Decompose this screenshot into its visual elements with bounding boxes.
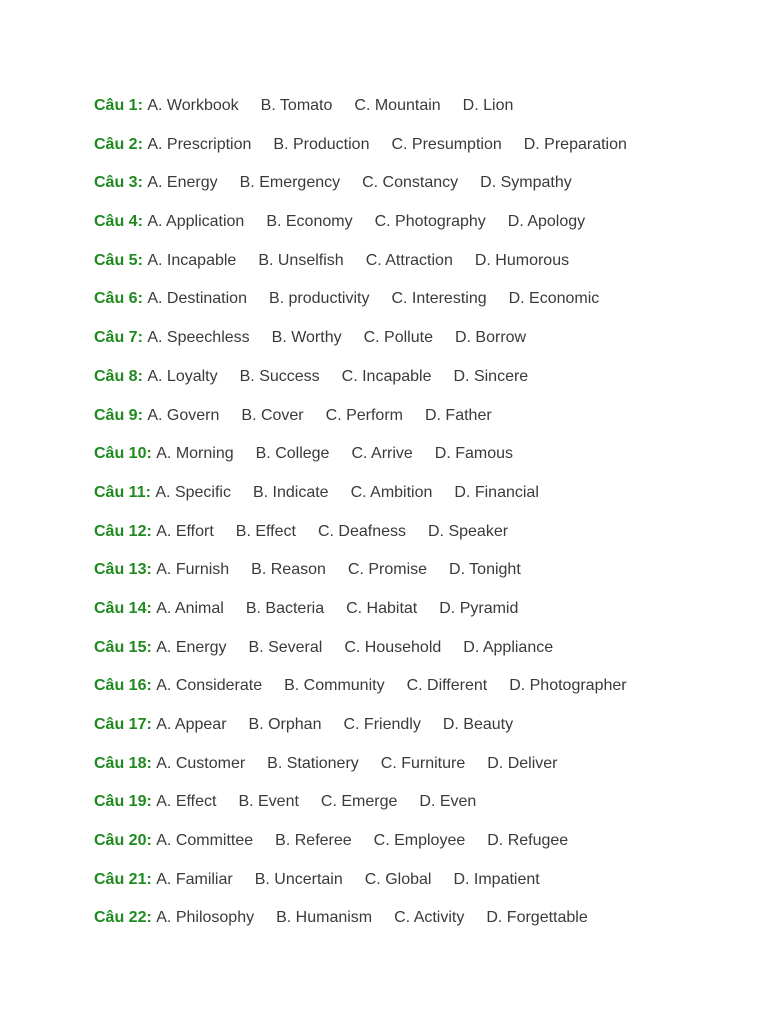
question-row bbox=[94, 673, 627, 712]
answer-option: D. Impatient bbox=[453, 870, 540, 888]
answer-option: D. Financial bbox=[454, 483, 539, 501]
answer-option: C. Attraction bbox=[365, 251, 453, 269]
answer-option: A. Effect bbox=[156, 793, 217, 811]
answer-option: D. Even bbox=[419, 793, 477, 811]
answer-option: A. Govern bbox=[147, 406, 220, 424]
question-label: Câu 10: bbox=[94, 445, 152, 463]
answer-option: B. Unselfish bbox=[258, 251, 344, 269]
answer-option: A. Morning bbox=[156, 445, 234, 463]
question-row bbox=[94, 712, 627, 751]
question-list bbox=[94, 93, 627, 944]
answer-option: C. Deafness bbox=[317, 522, 406, 540]
answer-option: B. Cover bbox=[241, 406, 304, 424]
answer-option: A. Energy bbox=[147, 174, 218, 192]
answer-option: C. Constancy bbox=[362, 174, 459, 192]
question-row bbox=[94, 789, 627, 828]
answer-option: A. Application bbox=[147, 213, 245, 231]
question-label: Câu 13: bbox=[94, 561, 152, 579]
answer-option: D. Preparation bbox=[523, 135, 627, 153]
answer-option: A. Prescription bbox=[147, 135, 252, 153]
question-row bbox=[94, 635, 627, 674]
answer-option: D. Humorous bbox=[474, 251, 570, 269]
question-row bbox=[94, 132, 627, 171]
answer-option: C. Friendly bbox=[343, 716, 421, 733]
answer-option: A. Energy bbox=[156, 638, 227, 656]
question-label: Câu 18: bbox=[94, 754, 152, 772]
answer-option: C. Emerge bbox=[320, 793, 398, 811]
answer-option: D. Economic bbox=[508, 290, 600, 308]
answer-option: A. Customer bbox=[156, 754, 246, 772]
question-row bbox=[94, 867, 627, 906]
question-row bbox=[94, 519, 627, 558]
answer-option: C. Activity bbox=[394, 909, 465, 927]
answer-option: C. Pollute bbox=[363, 329, 433, 347]
answer-option: B. Humanism bbox=[276, 909, 373, 927]
question-row bbox=[94, 403, 627, 442]
answer-option: A. Considerate bbox=[156, 677, 263, 695]
question-label: Câu 3: bbox=[94, 174, 143, 192]
answer-option: D. Famous bbox=[434, 445, 514, 463]
question-label: Câu 19: bbox=[94, 793, 152, 811]
question-label: Câu 20: bbox=[94, 832, 152, 850]
answer-option: B. Uncertain bbox=[254, 870, 343, 888]
question-label: Câu 9: bbox=[94, 406, 143, 424]
answer-option: C. Incapable bbox=[341, 367, 432, 385]
answer-option: D. Sincere bbox=[453, 367, 529, 385]
answer-option: B. productivity bbox=[268, 290, 370, 308]
answer-option: B. Reason bbox=[251, 561, 326, 579]
question-row bbox=[94, 248, 627, 287]
answer-option: D. Speaker bbox=[428, 522, 509, 540]
question-label: Câu 11: bbox=[94, 483, 151, 501]
question-row bbox=[94, 441, 627, 480]
question-label: Câu 15: bbox=[94, 638, 152, 656]
answer-option: D. Beauty bbox=[442, 716, 514, 733]
answer-option: B. Economy bbox=[266, 213, 353, 231]
answer-option: D. Appliance bbox=[463, 638, 554, 656]
question-label: Câu 4: bbox=[94, 213, 143, 231]
answer-option: A. Philosophy bbox=[156, 909, 255, 927]
answer-option: C. Furniture bbox=[380, 754, 466, 772]
question-label: Câu 5: bbox=[94, 251, 143, 269]
answer-option: D. Lion bbox=[462, 97, 514, 114]
answer-option: B. College bbox=[255, 445, 330, 463]
question-row bbox=[94, 364, 627, 403]
answer-option: B. Tomato bbox=[260, 97, 333, 114]
answer-option: C. Presumption bbox=[391, 135, 502, 153]
answer-option: A. Animal bbox=[156, 599, 224, 617]
answer-option: B. Production bbox=[273, 135, 370, 153]
answer-option: B. Stationery bbox=[267, 754, 359, 772]
answer-option: C. Habitat bbox=[346, 599, 418, 617]
answer-option: B. Worthy bbox=[271, 329, 342, 347]
answer-option: C. Household bbox=[344, 638, 442, 656]
answer-option: C. Employee bbox=[373, 832, 466, 850]
answer-option: C. Ambition bbox=[350, 483, 433, 501]
answer-option: A. Workbook bbox=[147, 97, 239, 114]
answer-option: C. Photography bbox=[374, 213, 486, 231]
answer-option: A. Destination bbox=[147, 290, 247, 308]
answer-option: D. Deliver bbox=[487, 754, 558, 772]
answer-option: C. Promise bbox=[347, 561, 428, 579]
question-label: Câu 8: bbox=[94, 367, 143, 385]
answer-option: B. Event bbox=[238, 793, 299, 811]
question-label: Câu 1: bbox=[94, 97, 143, 114]
answer-option: B. Indicate bbox=[252, 483, 329, 501]
answer-option: D. Pyramid bbox=[439, 599, 519, 617]
answer-option: D. Sympathy bbox=[480, 174, 572, 192]
answer-option: A. Familiar bbox=[156, 870, 233, 888]
answer-option: D. Apology bbox=[507, 213, 586, 231]
question-row bbox=[94, 905, 627, 944]
question-label: Câu 14: bbox=[94, 599, 152, 617]
answer-option: A. Furnish bbox=[156, 561, 230, 579]
question-label: Câu 6: bbox=[94, 290, 143, 308]
question-label: Câu 12: bbox=[94, 522, 152, 540]
answer-option: A. Effort bbox=[156, 522, 214, 540]
question-label: Câu 2: bbox=[94, 135, 143, 153]
question-row bbox=[94, 209, 627, 248]
answer-option: D. Refugee bbox=[487, 832, 569, 850]
answer-option: A. Speechless bbox=[147, 329, 250, 347]
answer-option: D. Tonight bbox=[449, 561, 521, 579]
answer-option: A. Loyalty bbox=[147, 367, 218, 385]
answer-option: D. Father bbox=[424, 406, 492, 424]
answer-option: C. Global bbox=[364, 870, 432, 888]
answer-option: C. Arrive bbox=[351, 445, 413, 463]
question-row bbox=[94, 170, 627, 209]
answer-option: D. Forgettable bbox=[486, 909, 588, 927]
question-row bbox=[94, 557, 627, 596]
answer-option: B. Orphan bbox=[248, 716, 322, 733]
answer-option: A. Specific bbox=[155, 483, 231, 501]
answer-option: B. Success bbox=[239, 367, 320, 385]
answer-option: B. Effect bbox=[235, 522, 296, 540]
answer-option: A. Committee bbox=[156, 832, 254, 850]
question-row bbox=[94, 480, 627, 519]
question-row bbox=[94, 596, 627, 635]
question-label: Câu 22: bbox=[94, 909, 152, 927]
answer-option: D. Borrow bbox=[454, 329, 527, 347]
answer-option: B. Bacteria bbox=[245, 599, 325, 617]
question-label: Câu 21: bbox=[94, 870, 152, 888]
answer-option: D. Photographer bbox=[509, 677, 627, 695]
answer-option: B. Community bbox=[284, 677, 385, 695]
question-label: Câu 16: bbox=[94, 677, 152, 695]
answer-option: C. Interesting bbox=[391, 290, 487, 308]
answer-option: A. Incapable bbox=[147, 251, 237, 269]
answer-option: C. Mountain bbox=[354, 97, 441, 114]
answer-option: B. Referee bbox=[275, 832, 352, 850]
answer-option: C. Different bbox=[406, 677, 488, 695]
answer-option: A. Appear bbox=[156, 716, 227, 733]
question-label: Câu 7: bbox=[94, 329, 143, 347]
question-row bbox=[94, 828, 627, 867]
question-row bbox=[94, 325, 627, 364]
answer-option: B. Emergency bbox=[239, 174, 341, 192]
question-row bbox=[94, 93, 627, 132]
answer-option: B. Several bbox=[248, 638, 323, 656]
question-row bbox=[94, 286, 627, 325]
answer-option: C. Perform bbox=[325, 406, 403, 424]
question-label: Câu 17: bbox=[94, 716, 152, 733]
question-row bbox=[94, 751, 627, 790]
